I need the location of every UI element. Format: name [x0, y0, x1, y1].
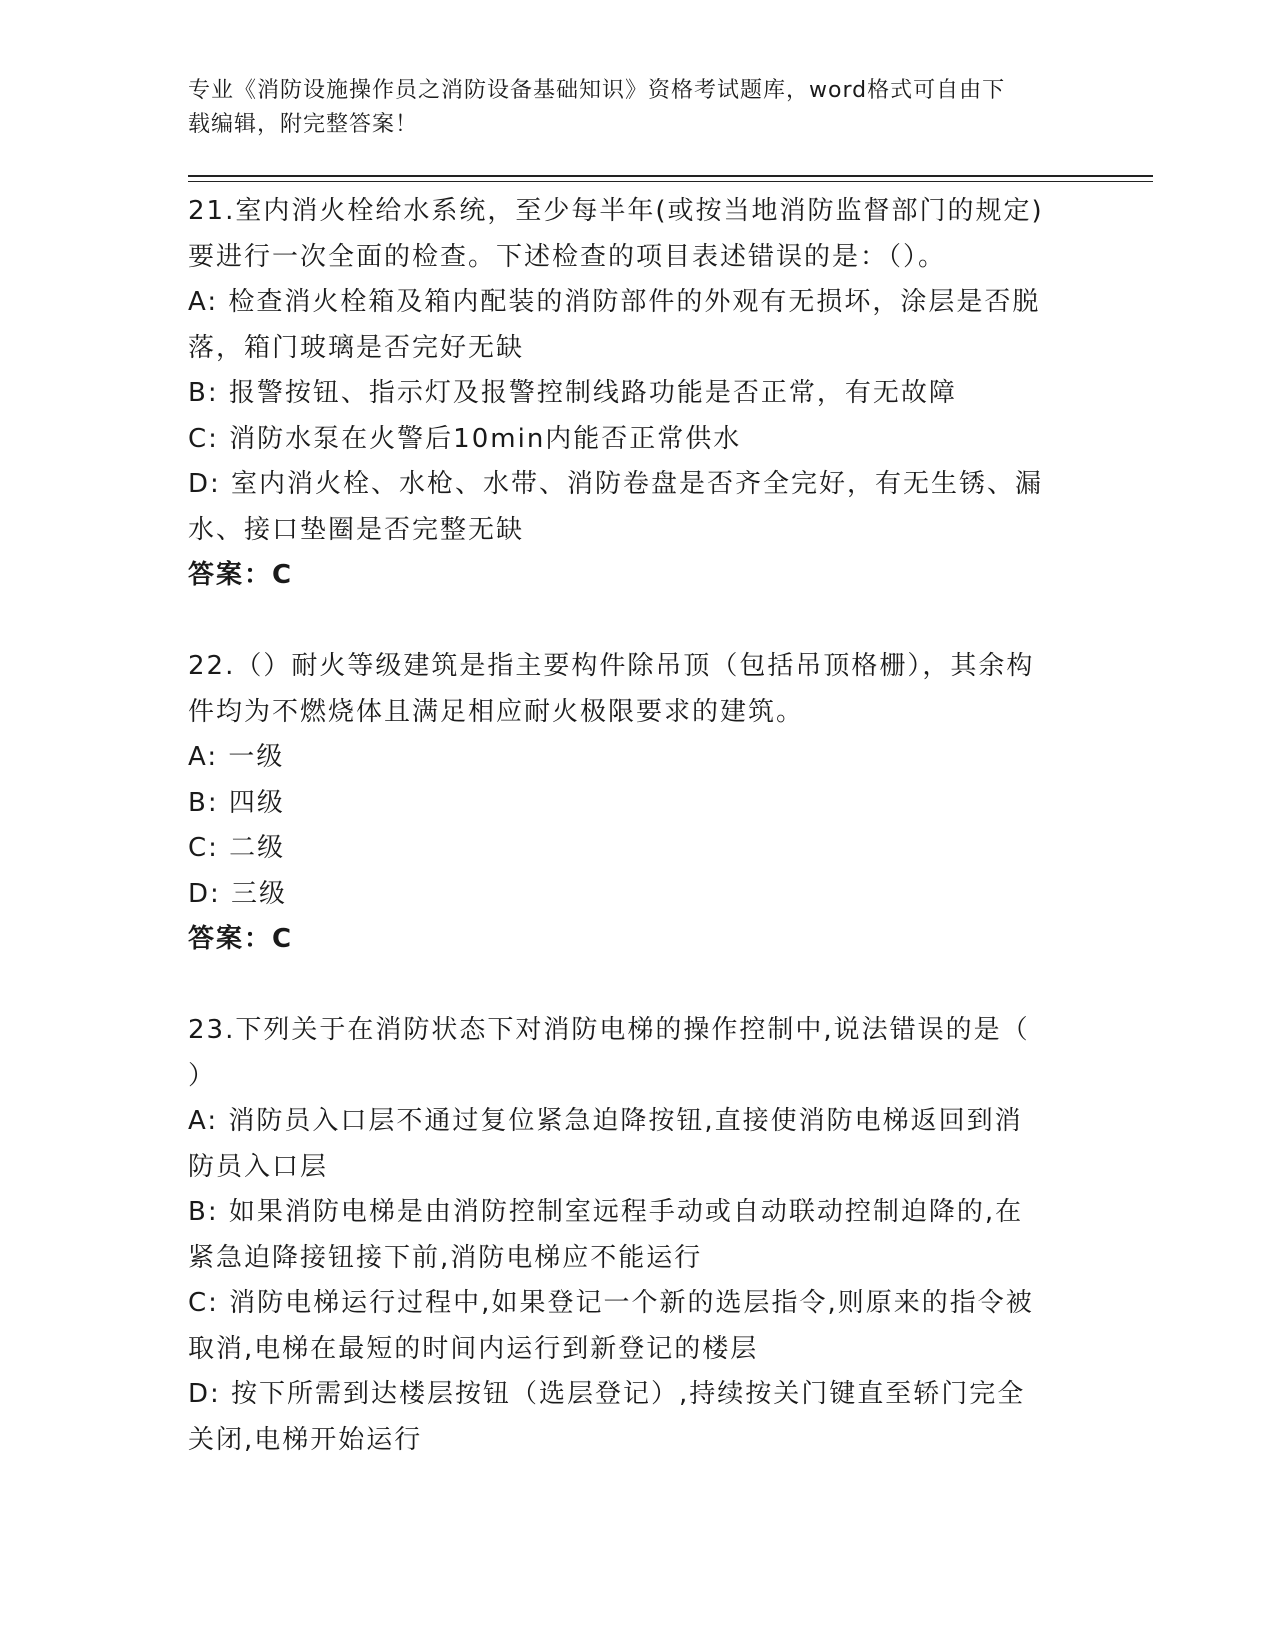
option-d: 关闭,电梯开始运行: [188, 1424, 423, 1455]
option-b: B: 如果消防电梯是由消防控制室远程手动或自动联动控制迫降的,在: [188, 1197, 1024, 1227]
spacer: [188, 599, 1088, 645]
option-d: D: 室内消火栓、水枪、水带、消防卷盘是否齐全完好，有无生锈、漏: [188, 469, 1044, 499]
question-stem: 要进行一次全面的检查。下述检查的项目表述错误的是：（）。: [188, 241, 947, 272]
option-b: 紧急迫降接钮接下前,消防电梯应不能运行: [188, 1242, 703, 1273]
option-c: 取消,电梯在最短的时间内运行到新登记的楼层: [188, 1333, 759, 1364]
option-d: 水、接口垫圈是否完整无缺: [188, 514, 525, 545]
question-stem: 23.下列关于在消防状态下对消防电梯的操作控制中,说法错误的是（: [188, 1015, 1030, 1045]
answer-label: 答案：C: [188, 560, 294, 590]
option-b: B: 四级: [188, 787, 285, 818]
header-divider-thin: [188, 181, 1153, 182]
option-a: 落，箱门玻璃是否完好无缺: [188, 332, 525, 363]
question-stem: ）: [188, 1060, 217, 1091]
question-23: [188, 1008, 1088, 1463]
option-c: C: 消防电梯运行过程中,如果登记一个新的选层指令,则原来的指令被: [188, 1288, 1034, 1318]
question-stem: 21.室内消火栓给水系统，至少每半年(或按当地消防监督部门的规定): [188, 196, 1044, 226]
header-line: 载编辑，附完整答案！: [188, 112, 419, 137]
document-header: [188, 74, 1078, 142]
question-22: [188, 644, 1088, 963]
option-d: D: 按下所需到达楼层按钮（选层登记）,持续按关门键直至轿门完全: [188, 1379, 1026, 1409]
question-21: [188, 189, 1088, 599]
header-line: 专业《消防设施操作员之消防设备基础知识》资格考试题库，word格式可自由下: [188, 78, 1006, 103]
option-a: A: 检查消火栓箱及箱内配装的消防部件的外观有无损坏，涂层是否脱: [188, 287, 1041, 317]
header-divider-thick: [188, 175, 1153, 177]
option-b: B: 报警按钮、指示灯及报警控制线路功能是否正常，有无故障: [188, 378, 957, 408]
question-stem: 22.（）耐火等级建筑是指主要构件除吊顶（包括吊顶格栅），其余构: [188, 651, 1035, 681]
option-a: 防员入口层: [188, 1151, 329, 1182]
option-c: C: 二级: [188, 833, 286, 863]
question-stem: 件均为不燃烧体且满足相应耐火极限要求的建筑。: [188, 696, 805, 727]
option-c: C: 消防水泵在火警后10min内能否正常供水: [188, 423, 742, 454]
option-a: A: 一级: [188, 742, 285, 772]
option-d: D: 三级: [188, 878, 288, 909]
question-list: [188, 189, 1088, 1463]
answer-label: 答案：C: [188, 924, 294, 954]
spacer: [188, 963, 1088, 1009]
option-a: A: 消防员入口层不通过复位紧急迫降按钮,直接使消防电梯返回到消: [188, 1106, 1023, 1136]
